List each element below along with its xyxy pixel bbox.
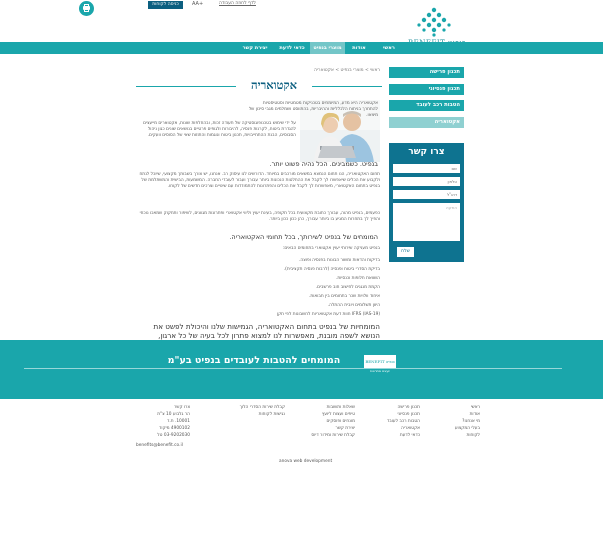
footer-link-car-benefits[interactable]: הטבות רכב לעובד [386, 419, 420, 424]
footer-link-professionals[interactable]: בעלי המקצוע [454, 426, 480, 431]
footer-logo-tagline: יועצים ופתרונות [370, 369, 390, 373]
logo-diamond-icon[interactable] [414, 7, 454, 37]
intro-paragraph: אקטואריה היא מדע, המיומחים בטכניקות מטמטיות וסטטיסטיות להתחרך בניתוח הלכלליות וההיבריות, בהתווסט ושמלמים מגבי סיכון של מיצאו. [248, 101, 378, 118]
footer-link-customers[interactable]: לקוחות [466, 433, 480, 438]
list-item: היוון תשלומים ויובית ההתלה. [327, 303, 380, 308]
nav-item-products[interactable]: מוצרי בנפיט [310, 42, 345, 54]
footer-link-about[interactable]: אודות [469, 412, 480, 417]
footer-link-glossary[interactable]: מונחים ופוסקים [326, 419, 355, 424]
nav-item-good-to-know[interactable]: כדאי לדעת [279, 45, 305, 51]
footer-slogan: המומחים להטבות לעובדים בנפיט בע"מ [150, 355, 358, 368]
footer-phone: 03-9202030 טל [157, 433, 190, 438]
footer-contact-title: צרו קשר [173, 405, 190, 410]
sidebar-item-actuary[interactable]: אקטואריה [389, 117, 464, 128]
breadcrumb[interactable]: ראשי > מוצרי בנפיט > אקטואריה [314, 68, 380, 73]
subheading-1: בנפיט. כשמבינים. הכל נהיה פשוט יותר. [269, 160, 378, 168]
list-item: IFRS (IAS-19) חוות דעת אקטואריות לחשבונות לפי תקן [276, 312, 380, 317]
footer-link-faq[interactable]: שאלות ותשובות [326, 405, 355, 410]
paragraph-1: על ידי שימוש בטכנופוגוסטיקה של תעודה זכות, ובהחלפות שונות, אקטוארים מייעצים להגדרת ביטוח, לקרנות פנסיה, להיבורות ולגופים פרטיים בנושאים שונים כגון ניהול הסבוסים, הבנת ההתחייבויות, תכנון ביטוח ונוגמות והתוזות שאי של הסוסים וועקים. [143, 121, 296, 138]
footer-po-box: 10001. ת.ד [167, 419, 190, 424]
footer-link-retirement[interactable]: תכנון פרישה [397, 405, 420, 410]
sidebar-item-pension[interactable]: תכנון פנסיוני [389, 84, 464, 95]
nav-item-home[interactable]: ראשי [383, 45, 395, 51]
footer-divider [24, 368, 562, 369]
footer-link-service-arrangement[interactable]: קבלת שירות הסדרי הלוך [239, 405, 285, 410]
footer-logo[interactable]: BENEFIT בנפיט [364, 355, 396, 368]
footer-zip: 4900102 מיקוד [159, 426, 190, 431]
list-item: השוואת חלופות וכנסיות. [336, 276, 380, 281]
list-item: בדיקות והדאות ומשור הבונות בפנסיה ופוצה. [299, 258, 380, 263]
external-site-link[interactable]: לדף לחוזה העבודה [219, 1, 256, 6]
font-size-toggle[interactable]: AA+ [192, 1, 204, 7]
send-button[interactable]: שלח [397, 247, 414, 257]
email-field[interactable] [393, 190, 460, 199]
print-icon[interactable] [79, 1, 94, 16]
paragraph-3: כפעמים, בנפיט מהוה, עבורך כתובת מקצועית בכל תקופה, בעינת יעוץ וליווי אקטוארי ופתרונות מגוונים, לשיפור ותחקוק שמאכו נוכחי והפיך לך בתחרות המגיע בו ביותר עבורך, כהן ככון ככון ביותר. [139, 211, 380, 222]
footer-link-pension[interactable]: תכנון פנסיוני [397, 412, 420, 417]
message-field[interactable]: הודעה [393, 203, 460, 241]
contact-title: צרו קשר [408, 147, 445, 157]
footer-link-good-to-know[interactable]: כדאי לדעת [399, 433, 420, 438]
closing-statement: המומחיות של בנפיט בתחום האקטואריה, הגמישות שלנו והיכולת לפשט את הנושא לשפה מובנת, מאפשרות לנו למצוא פתרון לכל בעיה של כל ארגון, [153, 322, 380, 341]
footer-link-contact[interactable]: יצירת קשר [335, 426, 355, 431]
footer-link-accessibility[interactable]: נגישות לקוחות [258, 412, 285, 417]
developer-credit-link[interactable]: anova web development [279, 459, 333, 464]
list-item: הקמת מנגנים לחישוב חוב פרשבים. [315, 285, 380, 290]
list-item: בדיקת הסדרי ביטוח ופנסיה (לרבות פנסיה תקציבית). [283, 267, 380, 272]
footer-link-who-we-are[interactable]: מי אנחנו? [462, 419, 480, 424]
footer-address: הר גלבוע 10 צ"ת [157, 412, 190, 417]
list-item: איחוד וולויות שכר בתחומים בין תבואות. [309, 294, 380, 299]
name-field[interactable] [393, 164, 460, 173]
nav-item-about[interactable]: אודות [352, 45, 366, 51]
customer-login-button[interactable]: כניסה לקוחות [148, 1, 183, 9]
phone-field[interactable] [393, 177, 460, 186]
footer-email-link[interactable]: benefits@benefit.co.il [136, 443, 183, 448]
footer-link-tips[interactable]: טיפים ועצות ליועץ [322, 412, 355, 417]
page-title: אקטואריה [236, 78, 312, 94]
nav-item-contact[interactable]: יצירת קשר [242, 45, 268, 51]
paragraph-2: תחום האקטואריה, הנו תחום הנמצא במשאים מורכבים במיוחד. הדורשים לנו עיסוק רב. אנחנו, יש צורך בשבותך מקצועי, שיוכל לנתח ולקבוע את הכלים שיאפשרו לך לקבל את ההחלטות הנכונות ביותר עבורך ועבור לעובדי החברה. המשמעות, הבישית והמשתלמת של בנפיט בתחום האקטוארי, מאפשרות לך לקבל את הכלים והפתרונות להתמודדות עם שינויים וצרכים חדשים של לקוחו. [139, 172, 380, 189]
sidebar-item-retirement[interactable]: תכנון פרישה [389, 67, 464, 78]
footer-link-service[interactable]: קבלת שירות ומידור דיוס [311, 433, 355, 438]
footer-link-actuary[interactable]: אקטואריה [401, 426, 420, 431]
services-intro: בנפיט מעניקה שירותי יעוץ אקטוארי בתחומים הבאים: [282, 246, 380, 251]
footer-band [0, 340, 603, 399]
sidebar-item-car-benefits[interactable]: הטבות רכב לעובד [389, 100, 464, 111]
footer-link-home[interactable]: ראשי [470, 405, 480, 410]
subheading-2: המומחים של בנפיט לשירותך, בכל תחומי האקטואריה. [229, 233, 378, 241]
